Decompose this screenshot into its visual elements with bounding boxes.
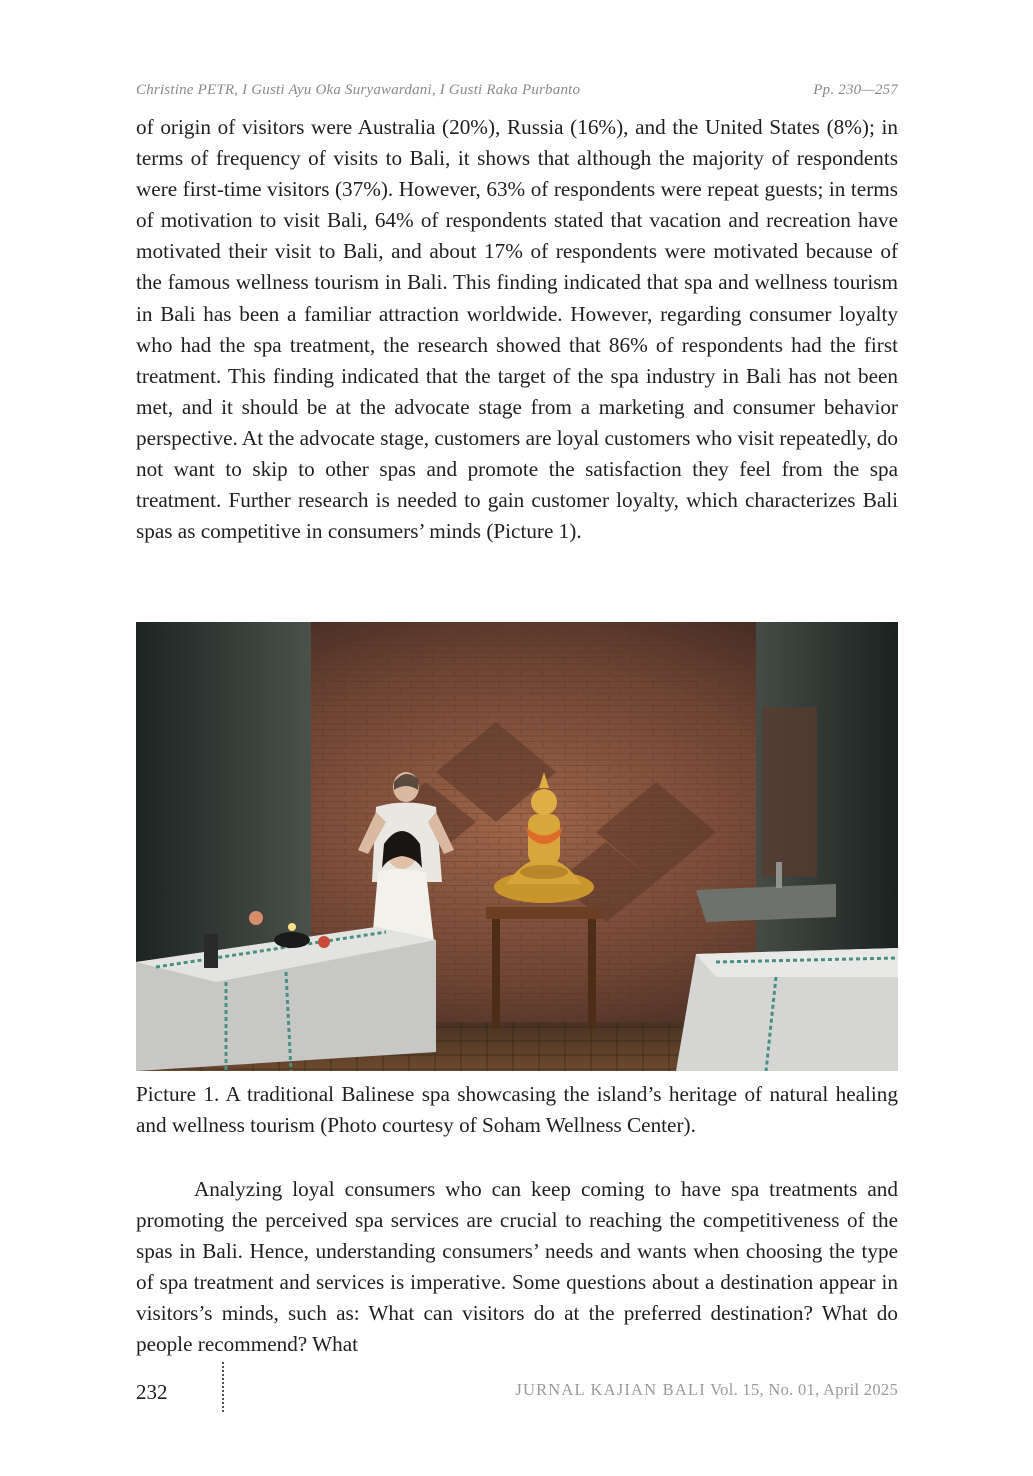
spa-photo bbox=[136, 622, 898, 1071]
running-head-authors: Christine PETR, I Gusti Ayu Oka Suryawardani, I Gusti Raka Purbanto bbox=[136, 82, 581, 98]
body-paragraph-2: Analyzing loyal consumers who can keep coming to have spa treatments and promoting the perceived spa services are crucial to reaching the competitiveness of the spas in Bali. Hence, understanding consumers’ needs and wants when choosing the type of spa treatment and services is imperative. Some questions about a destination appear in visitors’s minds, such as: What can visitors do at the preferred destination? What do people recommend? What bbox=[136, 1177, 898, 1357]
figure-caption: Picture 1. A traditional Balinese spa showcasing the island’s heritage of natural healing and wellness tourism (Photo courtesy of Soham Wellness Center). bbox=[136, 1082, 898, 1138]
body-paragraph-1: of origin of visitors were Australia (20%), Russia (16%), and the United States (8%); in terms of frequency of visits to Bali, it shows that although the majority of respondents were first-time visitors (37%). However, 63% of respondents were repeat guests; in terms of motivation to visit Bali, 64% of respondents stated that vacation and recreation have motivated their visit to Bali, and about 17% of respondents were motivated because of the famous wellness tourism in Bali. This finding indicated that spa and wellness tourism in Bali has been a familiar attraction worldwide. However, regarding consumer loyalty who had the spa treatment, the research showed that 86% of respondents had the first treatment. This finding indicated that the target of the spa industry in Bali has not been met, and it should be at the advocate stage from a marketing and consumer behavior perspective. At the advocate stage, customers are loyal customers who visit repeatedly, do not want to skip to other spas and promote the satisfaction they feel from the spa treatment. Further research is needed to gain customer loyalty, which characterizes Bali spas as competitive in consumers’ minds (Picture 1). bbox=[136, 115, 898, 544]
footer-journal bbox=[515, 1380, 898, 1400]
footer-divider bbox=[222, 1362, 224, 1412]
spa-photo-illustration bbox=[136, 622, 898, 1071]
footer-journal-name: JURNAL KAJIAN BALI bbox=[515, 1380, 706, 1399]
right-massage-table bbox=[676, 948, 898, 1071]
footer-issue: Vol. 15, No. 01, April 2025 bbox=[710, 1380, 898, 1399]
running-head bbox=[136, 82, 898, 99]
running-head-pages: Pp. 230—257 bbox=[813, 82, 898, 98]
page-number: 232 bbox=[136, 1380, 168, 1404]
